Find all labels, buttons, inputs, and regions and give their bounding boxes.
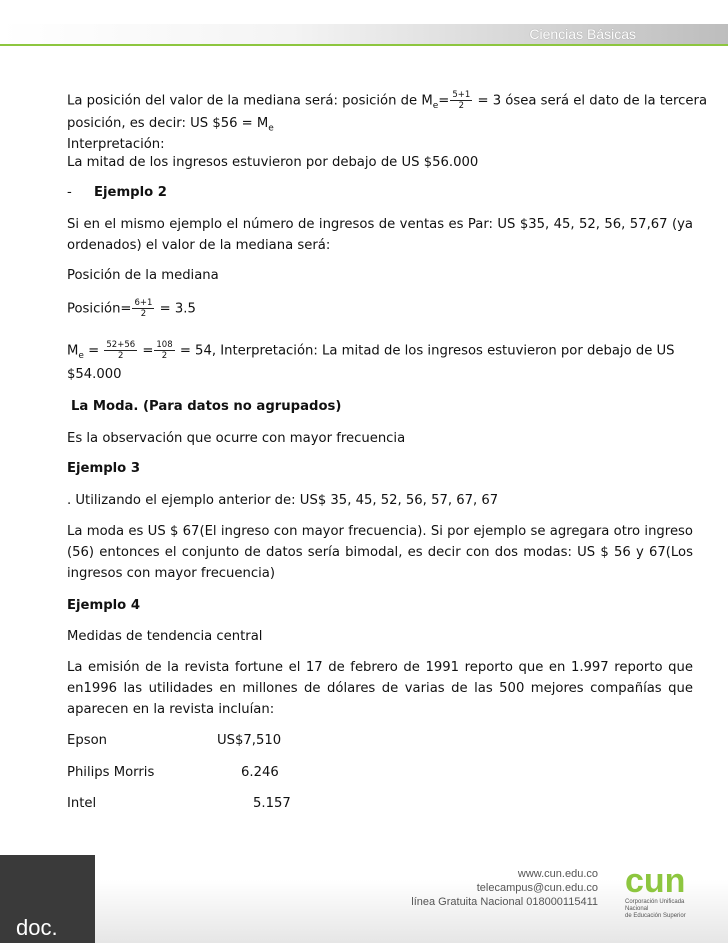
fraction: $\frac{5+1}{2}$ xyxy=(452,90,471,111)
logo-subtitle-1: Corporación Unificada Nacional xyxy=(625,899,685,912)
page-header xyxy=(0,0,728,50)
cun-logo xyxy=(625,863,705,920)
fraction: $\frac{6+1}{2}$ xyxy=(134,298,153,319)
even-count-paragraph: Si en el mismo ejemplo el número de ingresos de ventas es Par: US $35, 45, 52, 56, 57,67 (ya ordenados) el valor de la mediana será: xyxy=(67,217,693,253)
measures-heading: Medidas de tendencia central xyxy=(67,629,263,644)
doc-label: doc. xyxy=(16,915,58,940)
median-position-line: La posición del valor de la mediana será: posición de $M_e=$ $\frac{5+1}{2}$ = 3 ósea será el dato de la tercera xyxy=(67,90,708,112)
mode-heading: La Moda. (Para datos no agrupados) xyxy=(71,399,342,414)
median-result: $54.000 xyxy=(67,367,122,382)
header-accent-line xyxy=(0,44,728,46)
doc-badge xyxy=(0,855,95,943)
company-value: US$7,510 xyxy=(217,733,282,748)
mode-explanation: La moda es US $ 67(El ingreso con mayor frecuencia). Si por ejemplo se agregara otro ingreso (56) entonces el conjunto de datos sería bimodal, es decir con dos modas: US $ 56 y 67(Los ingresos con mayor frecuencia) xyxy=(67,524,693,581)
median-position-heading: Posición de la mediana xyxy=(67,268,219,283)
example-4-heading: Ejemplo 4 xyxy=(67,598,141,613)
company-name: Philips Morris xyxy=(67,765,155,780)
footer-contact xyxy=(411,867,598,909)
footer-email: telecampus@cun.edu.co xyxy=(476,882,598,894)
header-title: Ciencias Básicas xyxy=(529,26,636,42)
fraction: $\frac{52+56}{2}$ xyxy=(106,340,136,361)
company-row xyxy=(67,793,693,814)
median-value-line: posición, es decir: US $56 = $M_e$ xyxy=(67,116,274,134)
fortune-paragraph: La emisión de la revista fortune el 17 de febrero de 1991 reporto que en 1.997 reporto que en1996 las utilidades en millones de dólares de varias de las 500 mejores compañías que aparecen en la revista incluían: xyxy=(67,660,693,717)
company-name: Epson xyxy=(67,733,108,748)
logo-mark: cun xyxy=(625,862,686,900)
logo-subtitle-2: de Educación Superior xyxy=(625,913,686,919)
position-formula: Posición= $\frac{6+1}{2}$ = 3.5 xyxy=(67,298,196,319)
footer-phone: línea Gratuita Nacional 018000115411 xyxy=(411,896,598,908)
example-2-heading: - Ejemplo 2 xyxy=(67,185,167,200)
footer-website: www.cun.edu.co xyxy=(517,868,598,880)
example-3-heading: Ejemplo 3 xyxy=(67,461,141,476)
fraction: $\frac{108}{2}$ xyxy=(156,340,173,361)
median-formula: $M_e$ = $\frac{52+56}{2}$ = $\frac{108}{2}$ = 54, Interpretación: La mitad de los ingresos estuvieron por debajo de US xyxy=(67,340,675,362)
company-value: 6.246 xyxy=(241,765,279,780)
company-row xyxy=(67,762,693,783)
company-value: 5.157 xyxy=(253,796,291,811)
mode-definition: Es la observación que ocurre con mayor frecuencia xyxy=(67,431,406,446)
page-footer xyxy=(0,855,728,943)
interpretation-text: La mitad de los ingresos estuvieron por debajo de US $56.000 xyxy=(67,155,479,170)
interpretation-label: Interpretación: xyxy=(67,137,165,152)
company-row xyxy=(67,730,693,751)
example-3-text: . Utilizando el ejemplo anterior de: US$ 35, 45, 52, 56, 57, 67, 67 xyxy=(67,493,499,508)
company-name: Intel xyxy=(67,796,97,811)
